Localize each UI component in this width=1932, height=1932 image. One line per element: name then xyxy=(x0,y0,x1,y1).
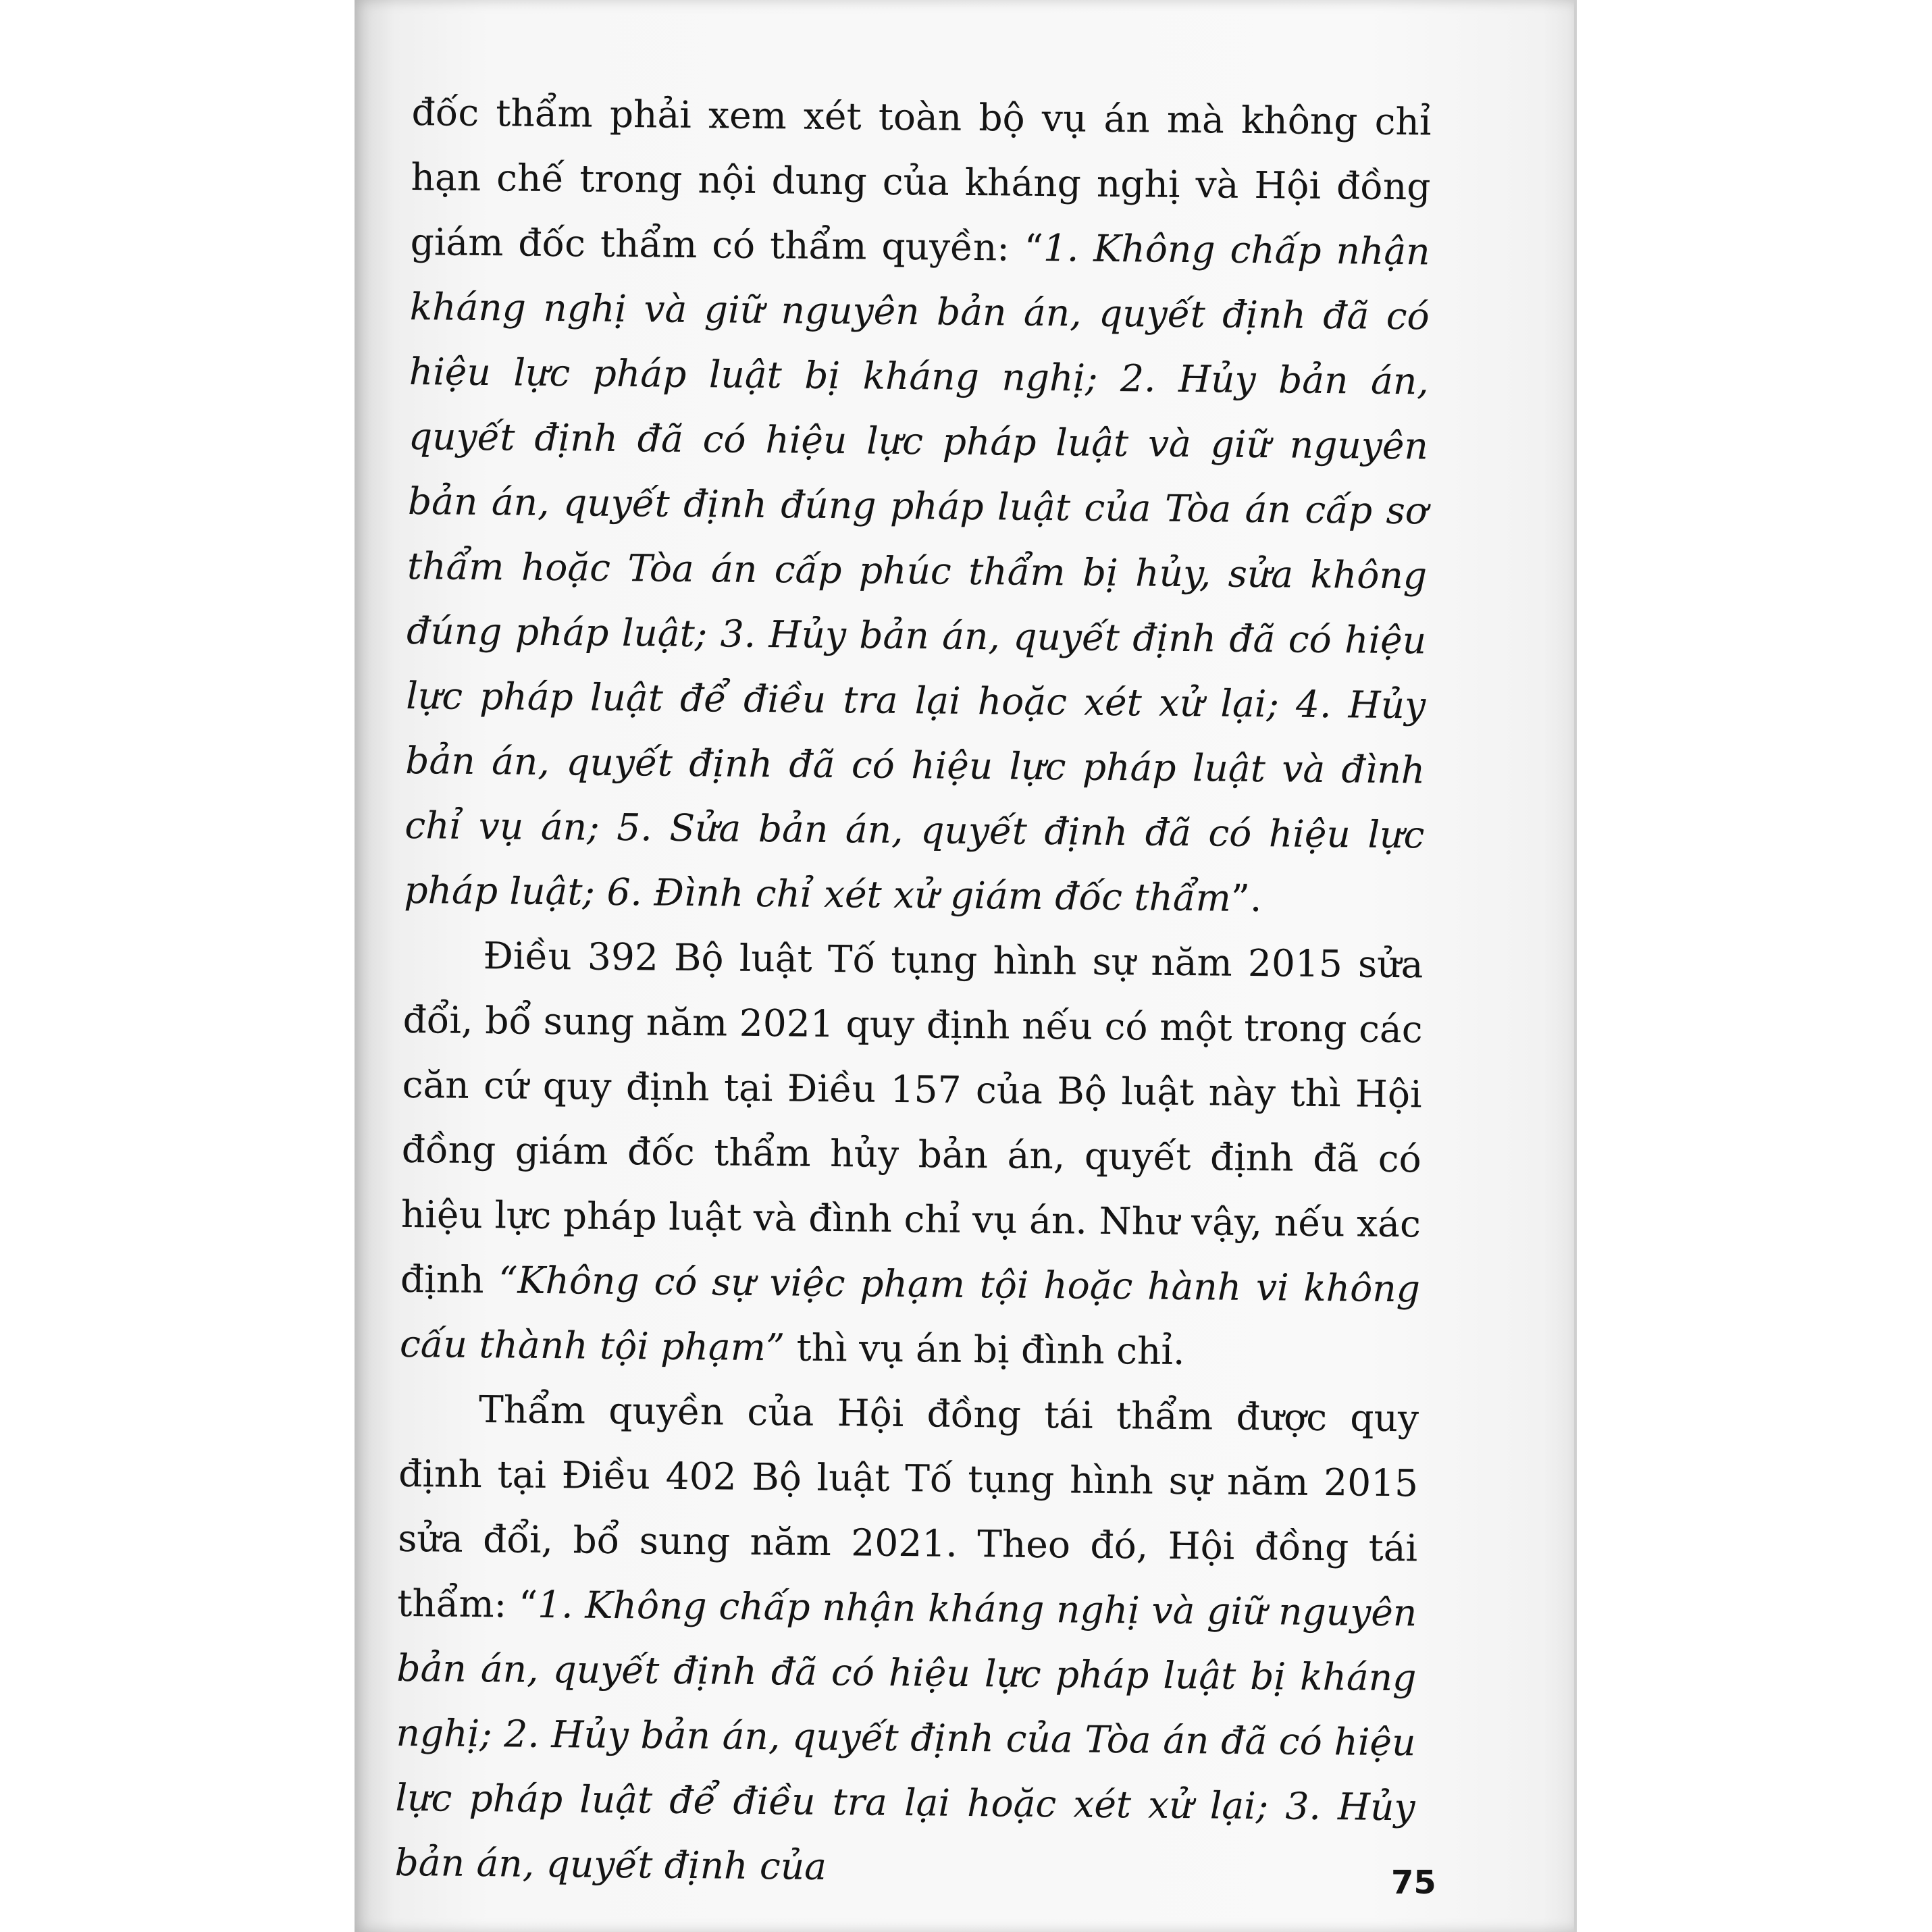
text-segment-italic: “Không có sự việc phạm tội hoặc hành vi không cấu thành tội phạm” xyxy=(399,1258,1421,1369)
page-number: 75 xyxy=(1391,1864,1436,1902)
body-text xyxy=(394,80,1432,1904)
paragraph-3 xyxy=(394,1376,1419,1904)
text-segment: đốc thẩm phải xem xét toàn bộ vụ án mà không chỉ hạn chế trong nội dung của kháng nghị và Hội đồng giám đốc thẩm có thẩm quyền: “ xyxy=(410,90,1432,269)
text-segment: Điều 392 Bộ luật Tố tụng hình sự năm 2015 sửa đổi, bổ sung năm 2021 quy định nếu có một trong các căn cứ quy định tại Điều 157 của Bộ luật này thì Hội đồng giám đốc thẩm hủy bản án, quyết định đã có hiệu lực pháp luật và đình chỉ vụ án. Như vậy, nếu xác định xyxy=(400,934,1424,1302)
text-segment: Thẩm quyền của Hội đồng tái thẩm được quy định tại Điều 402 Bộ luật Tố tụng hình sự năm 2015 sửa đổi, bổ sung năm 2021. Theo đó, Hội đồng tái thẩm: “ xyxy=(397,1388,1419,1626)
paragraph-2 xyxy=(400,922,1424,1386)
text-segment-italic: 1. Không chấp nhận kháng nghị và giữ nguyên bản án, quyết định đã có hiệu lực pháp luật bị kháng nghị; 2. Hủy bản án, quyết định của Tòa án đã có hiệu lực pháp luật để điều tra lại hoặc xét xử lại; 3. Hủy bản án, quyết định của xyxy=(394,1582,1417,1889)
text-segment: ”. xyxy=(1230,876,1262,920)
text-segment-italic: 1. Không chấp nhận kháng nghị và giữ nguyên bản án, quyết định đã có hiệu lực pháp luật bị kháng nghị; 2. Hủy bản án, quyết định đã có hiệu lực pháp luật và giữ nguyên bản án, quyết định đúng pháp luật của Tòa án cấp sơ thẩm hoặc Tòa án cấp phúc thẩm bị hủy, sửa không đúng pháp luật; 3. Hủy bản án, quyết định đã có hiệu lực pháp luật để điều tra lại hoặc xét xử lại; 4. Hủy bản án, quyết định đã có hiệu lực pháp luật và đình chỉ vụ án; 5. Sửa bản án, quyết định đã có hiệu lực pháp luật; 6. Đình chỉ xét xử giám đốc thẩm xyxy=(404,226,1430,920)
page-edge xyxy=(1574,0,1577,1932)
paragraph-1 xyxy=(404,80,1432,932)
text-segment: thì vụ án bị đình chỉ. xyxy=(784,1326,1185,1374)
